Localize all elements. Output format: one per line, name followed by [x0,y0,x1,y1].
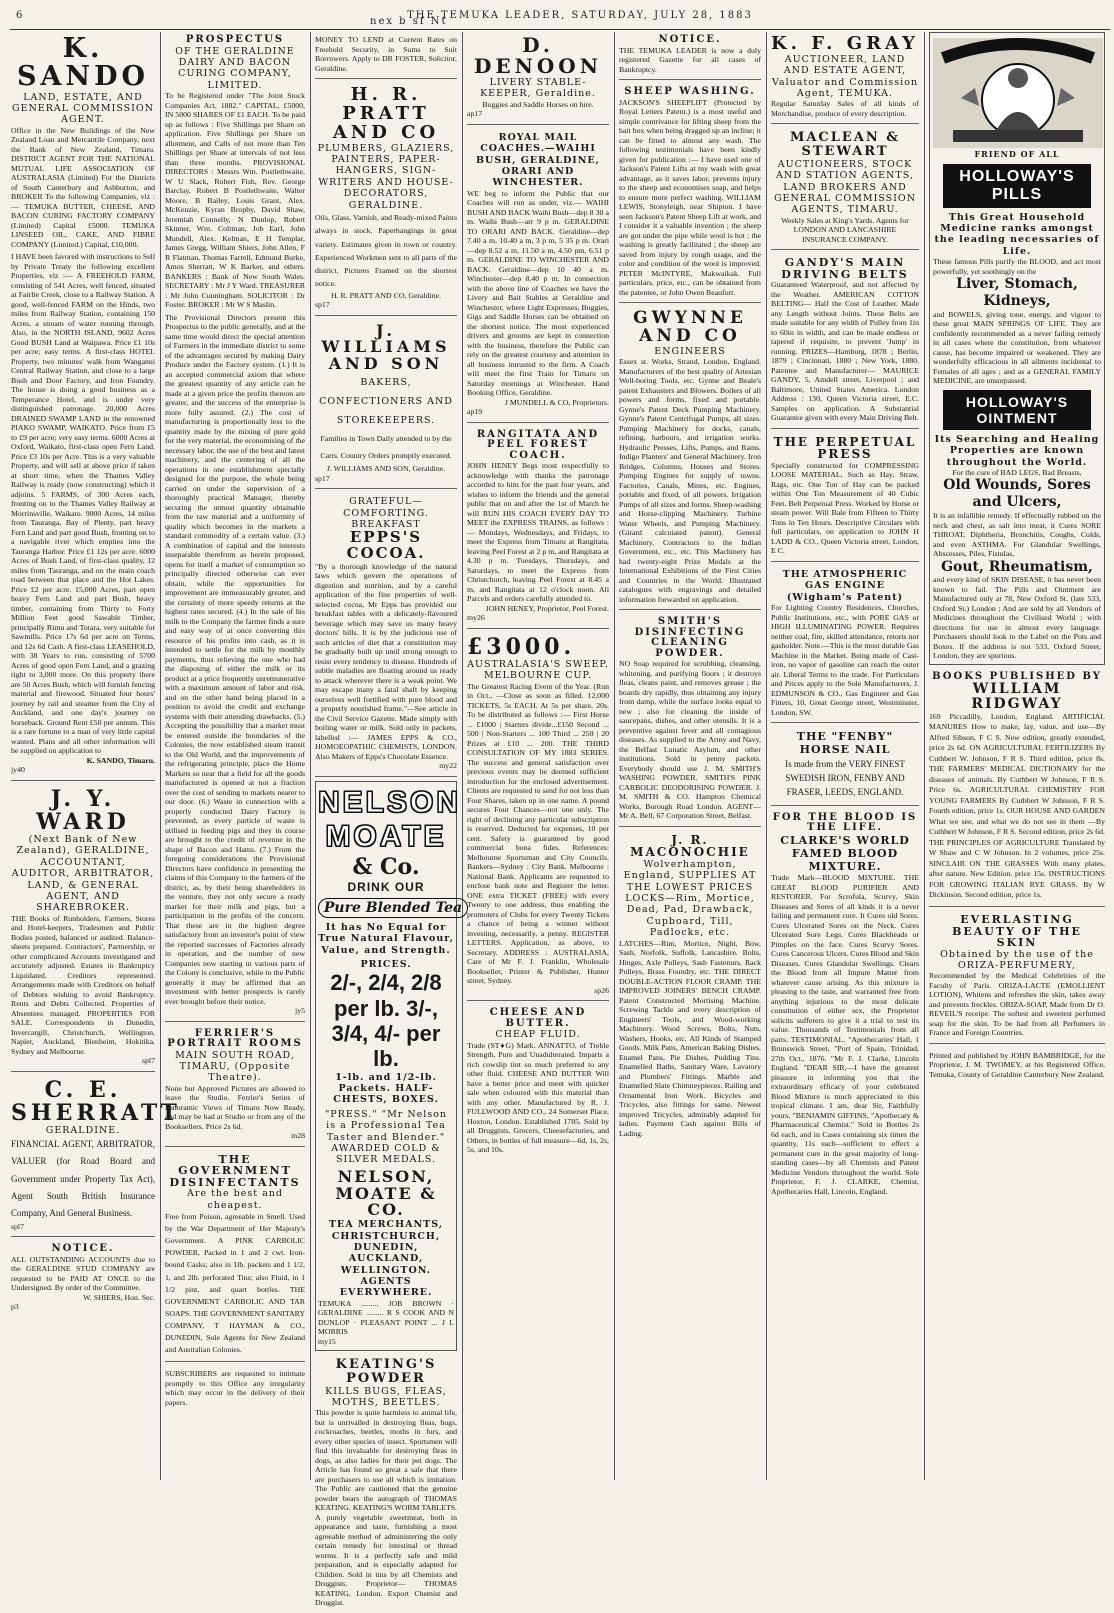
ad-body: Oils, Glass, Varnish, and Ready-mixed Paints always in stock. Paperhangings in great variety. Estimates given in town or country. Experienced Workmen sent to all parts of the district. Pictures Framed on the shortest notice. [315,213,457,289]
ad-heading: BOOKS PUBLISHED BY [932,670,1102,682]
ad-signature: H. R. PRATT AND CO, Geraldine. [330,290,442,300]
ad-heading: C. E. SHERRATT [11,1076,181,1126]
holloways-ointment-banner: HOLLOWAY'S OINTMENT [943,390,1091,430]
prices-label: PRICES. [360,959,412,971]
ad-heading: KEATING'S POWDER [335,1357,437,1386]
ad-nelson-moate [315,781,463,1352]
ad-subheading: BAKERS, CONFECTIONERS AND STOREKEEPERS. [319,376,453,426]
ad-ferrier [165,1026,305,1147]
ad-heading: EPPS'S COCOA. [346,528,426,563]
masthead-title: THE TEMUKA LEADER, SATURDAY, JULY 28, 1883 [407,10,753,21]
ad-subheading: AUCTIONEER, LAND AND ESTATE AGENT, Valuator and Commission Agent, TEMUKA. [771,53,919,100]
ad-drink-our: DRINK OUR [347,879,425,894]
disease-line: Liver, Stomach, Kidneys, [956,276,1078,309]
ad-subheading: KILLS BUGS, FLEAS, MOTHS, BEETLES. [325,1385,447,1409]
ad-body-2: and BOWELS, giving tone, energy, and vigour to these great MAIN SPRINGS OF LIFE. They are confidently recommended as a never failing remedy in all cases where the constitution, from whatever cause, has become impaired or weakened. They are wonderfully efficacious in all ailments incidental to Females of all ages ; and as a GENERAL FAMILY MEDICINE, are unsurpassed. [933,309,1101,386]
ad-heading: GANDY'S MAIN DRIVING BELTS [781,256,909,281]
ad-perpetual-press [771,433,919,562]
ad-notice [11,1241,155,1317]
ad-code: my22 [439,761,457,771]
ad-denoon [467,32,609,125]
ad-body: Trade Mark—BLOOD MIXTURE. THE GREAT BLOOD PURIFIER AND RESTORER. For Scrofula, Scurvy, Skin Diseases and Sores of all kinds it is a never failing and permanent cure. It Cures old Sores. Cures Ulcerated Sores on the Neck. Cures Ulcerated Sore Legs. Cures Blackheads or Pimples on the face. Cures Scurvy Sores. Cures Cancerous Ulcers. Cures Blood and Skin Diseases. Cures Glandular Swellings. Clears the Blood from all Impure Matter from whatever cause arising. As this mixture is pleasing to the taste, and warranted free from anything injurious to the most delicate constitution of either sex, the Proprietor solicits sufferers to give it a trial to test its value. Thousands of Testimonials from all parts. TESTIMONIAL. "Apothecaries' Hall, 1 Brunswick Street, "Port of Spain, Trinidad, 27th Oct., 1876. "Mr F. J. Clarke, Lincoln England. "DEAR SIR,—I have the greatest pleasure in informing you that the extraordinary efficacy of your celebrated Blood Mixture is much appreciated in this tropical climate. I am, dear Sir, Faithfully yours, "BENJAMIN GIFFINS, "Apothecary & Pharmaceutical Chemist." Sold in Bottles 2s 6d each, and in Cases containing six times the quantity, 11s each—sufficient to effect a permanent cure in the great majority of long-standing cases—by all Chemists and Patent Medicine Vendors throughout the world. Sole Proprietor, F. J. CLARKE, Chemist, Apothecaries Hall, Lincoln, England. [771,873,919,1196]
ad-body: MONEY TO LEND at Current Rates on Freehold Security, in Sums to Suit Borrowers. Apply to DR FOSTER, Solicitor, Geraldine. [315,35,457,73]
ad-subheading: CHEAP FLUID. [495,1029,581,1041]
ad-body: THE Books of Runholders, Farmers, Stores and Hotel-keepers, Tradesmen and Public Bodies posted, balanced or audited. Balance-sheets prepared. Contractors', Partnership, or other complicated Accounts investigated and accurately adjusted. Estates in Bankruptcy Liquidated. Creditors represented. Arrangements made with Creditors on behalf of Debtors wishing to avoid Bankruptcy. Rents and Debts Collected. Properties of Absentees managed. PROPERTIES FOR SALE. Correspondents in Dunedin, Invercargill, Christchurch, Wellington, Napier, Auckland, Blenheim, Hokitika, Sydney and Melbourne. [11,913,155,1056]
ad-fenby-horse-nail [771,727,919,806]
ad-heading: CHEESE AND BUTTER. [489,1007,587,1029]
ad-code: sp26 [594,985,609,995]
ad-epps-cocoa [315,493,457,777]
ad-body: Essex st. Works, Strand, London, England. Manufacturers of the best quality of Artesian Well-boring Tools, etc. Gynne and Beale's patent Exhausters and Blowers. Boilers of all powers and forms, fixed and portable. Gynne's Patent Deck Pumping Machinery. Gynne's Patent Centrifugal Pumps, all sizes. Pumping Machinery for docks, canals, refining, harbours, and irrigation works. Hydraulic Presses, Lifts, Pumps, and Rams. Indigo Planters' and General Machinery. Iron Bridges, Columns, Houses and Stores. Pumping Engines for supply of towns. Factories, Canals, Mines, etc. Engines, portable and fixed, of all powers. Irrigation Pumps of all sizes and forms. Sheep-washing and Horse-clipping Machinery. Turbine Water Wheels, and Pumping Machinery. (Girard calcuiated patent). General Machinery. Contractors to the Indian Government, etc., etc. This Machinery has had twenty-eight Prize Medals at the International Exhibitions of the First Cities and Countries in the World. Illustrated catalogues with engravings and detailed information forwarded on application. [619,357,761,604]
column-7 [924,32,1110,1480]
ad-agents: TEMUKA ......... JOB BROWN · GERALDINE ......... R S COOK AND N DUNLOP · PLEASANT POINT ... J L MORRIS [318,1298,454,1337]
column-2 [160,32,310,1480]
ad-code: spl7 [11,1221,24,1231]
ad-body: Office in the New Buildings of the New Zealand Loan and Mercantile Company, next the Bank of New Zealand, Timaru. DISTRICT AGENT FOR THE NATIONAL MUTUAL LIFE ASSOCIATION OF AUSTRALASIA (Limited) For the Districts of South Canterbury and Ashburton, and BROKER To the following Companies, viz :— TEMUKA BUTTER, CHEESE, AND BACON CURING FACTORY COMPANY (Limited) Capital £5000. TEMUKA LINSEED OIL, CAKE, AND FIBRE COMPANY (Limited.) Capital, £10,000. [11,125,155,249]
ad-heading: SMITH'S DISINFECTING CLEANING POWDER. [634,616,746,659]
ad-tagline: It has No Equal for True Natural Flavour, Value, and Strength. [318,921,454,956]
column-5 [614,32,766,1480]
ad-clarke-blood-mixture [771,810,919,1202]
ad-body: These famous Pills purify the BLOOD, and act most powerfully, yet soothingly on the [933,257,1101,276]
ad-body: SUBSCRIBERS are requested to intimate promptly to this Office any irregularity which may occur in the delivery of their papers. [165,1369,305,1407]
ad-subheading: GRATEFUL—COMFORTING. BREAKFAST [343,496,429,530]
ad-code: ap19 [467,407,483,417]
ad-body: Families in Town Daily attended to by the Carts. Country Orders promptly executed. [320,433,452,461]
ad-maconochie [619,831,761,1143]
ad-subheading: ENGINEERS [654,345,726,357]
ad-code: jy5 [295,1006,305,1016]
ad-heading: NOTICE. [51,1243,115,1255]
ad-heading: THE PERPETUAL PRESS [773,434,917,462]
ad-kf-gray [771,32,919,124]
ad-body: Specially constructed for COMPRESSING LOOSE MATERIAL, Such as Hay, Straw, Rags, etc. One Ton of Hay can be packed within One Ton Measurement of 40 Cubic Feet. Belt Perpetual Press. Worked by Horse or steam power. Will Bale from Fifteen to Thirty Tons in Ten Hours. Descriptive Circulars with full particulars, on application to JOHN H LADD & CO., Queen Victoria street, London, E C. [771,460,919,556]
ad-body-5: and every kind of SKIN DISEASE, it has never been known to fail. The Pills and Ointment are Manufactured only at 78, New Oxford St. (late 533, Oxford St.) London ; And are sold by all Vendors of Medicines throughout the Civilised World ; with directions for use in almost every language. Purchasers should look to the Label on the Pots and Boxes. If the address is not 533, Oxford Street, London, they are spurious. [933,575,1101,661]
disease-line-2: Old Wounds, Sores and Ulcers, [943,477,1091,511]
ad-subheading: THE ATMOSPHERIC GAS ENGINE (Wigham's Patent) [782,568,908,603]
ad-body: WE beg to inform the Public that our Coaches will run as under, viz.— WAIHI BUSH AND BACK Waihi Bush—dep 8 30 a m. Waihi Bush—arr 9 p m. GERALDINE TO ORARI AND BACK. Geraldine—dep 7.40 a m, 10.40 a m, 3 p m, 5 35 p m. Orari—dep 8.52 a m, 11.50 a m, 4.50 pm, 6.51 p m. GERALDINE TO WINCHESTER AND BACK. Geraldine—dep 10 40 a m. Winchester—dep 8.40 p m. In connection with the above line of Coaches we have the Livery and Bait Stables at Geraldine and Winchester, where Light Expresses, Buggies, Gigs and Saddle Horses can be obtained on the shortest notice. The most experienced drivers and grooms are kept in connection with the business, therefore the Public can rely on the greatest courtesy and attention in all business intrusted to the firm. A Coach will meet the first Train for Timaru on Saturday mornings at Winchester. Hand Booking Office, Geraldine. [467,188,609,398]
ad-body: For Lighting Country Residences, Churches, Public Institutions, etc., with PORE GAS or HIGH ILLUMINATING POWER. Requires neither coal, fire, skilled attendance, retorts nor gasholder. Note.—This is the most durable Gas Machine in the Market. Being made of Cast-iron, no vapor of gasoline can reach the outer air. Liberal Terms to the trade. For Particulars and Prices apply to the Sole Manufacturers, J. EDMUNSON & CO., Gas Engineer and Gas Fitters, 10, Great George street, Westminster, London, SW. [771,603,919,717]
ad-heading: PROSPECTUS [185,34,285,45]
ad-prospectus [165,32,305,1022]
ad-rangitata-coach [467,427,609,629]
ad-atmospheric-gas-engine [771,566,919,723]
imprint [929,1048,1105,1085]
ad-code: sp17 [315,473,330,483]
ad-cheese-butter [467,1005,609,1159]
ad-subheading: OF THE GERALDINE DAIRY AND BACON CURING COMPANY, LIMITED. [175,45,295,91]
ad-body-3: For the cure of BAD LEGS, Bad Breasts, [952,467,1082,477]
ad-subheading: Wolverhampton, England, SUPPLIES AT THE LOWEST PRICES LOCKS—Rim, Mortice, Dead, Pad, Drawback, Cupboard, Till, Padlocks, etc. [623,858,757,939]
ad-subscribers [165,1366,305,1412]
holloway-emblem-icon [933,38,1103,148]
ad-subheading: PLUMBERS, GLAZIERS, PAINTERS, PAPER-HANGERS, SIGN-WRITERS AND HOUSE-DECORATORS, GERALDINE. [317,142,455,211]
ad-body: JACKSON'S SHEEPLIFT (Protected by Royal Letters Patent.) is a most useful and simple contrivance for lifting sheep from the bait box when being dragged up an incline; it can be fitted to almost any wash. The following testimonials have been kindly given for publication :— I have used one of Jackson's Patent Lifts at my wash with great advantage, as it saves labor, prevents injury to the sheep and economises soap, and helps to ensure more perfect washing. WILLIAM LEWIS, Stonyleigh, near Shipton. I have seen Jackson's Patent Sheep Lift at work, and I consider it a valuable invention ; the sheep are got under the pipe while wool is hot ; the washing is greatly facilitated ; the sheep are saved from injury by rough usage, and the color and condition of the wool is improved. PETER McINTYRE, Makwaikak. Full particulars, price, etc., can be obtained from the patentee, or John Owen Beaufort. [619,97,761,297]
ad-maclean-stewart [771,128,919,250]
column-3 [310,32,463,1608]
ad-signature: W. SHIERS, Hon. Sec. [83,1292,155,1302]
tea-prices: 2/-, 2/4, 2/8 per lb. 3/-, 3/4, 4/- per lb. [330,970,442,1072]
ad-pratt [315,83,457,316]
ad-code: my15 [318,1336,336,1346]
ad-code: spl7 [142,1056,155,1066]
ad-body: This powder is quite harmless to animal life, but is unrivalled in destroying fleas, bugs, cockroaches, beetles, moths in furs, and every other species of insect. Sportsmen will find this invaluable for destroying fleas in dogs, as also ladies for their pet dogs. The Article has found so great a sale that there are purchasers to use all which is imitation. The Public are cautioned that the genuine powder bears the autograph of THOMAS KEATING. KEATING'S WORM TABLETS. A purely vegetable sweetmeat, both in appearance and taste, furnishing a most agreeable method of administering the only certain remedy for intestinal or thread worms. It is a perfectly safe and mild preparation, and is especially adapted for Children. Sold in tins by all Chemists and Druggists. Proprietor— THOMAS KEATING, London. Export Chemist and Druggist. [315,1408,457,1608]
ad-k-sando [11,32,155,781]
ad-body-properties: I HAVE been favored with instructions to Sell by Private Treaty the following excellent Properties, viz :— A FREEHOLD FARM, consisting of 541 Acres, well fenced, situated at Fairlie Creek, close to a Railway Station. A good, well-fenced FARM on the Hinds, two miles from Railway Station, containing 150 Acres, a stream of water running through. Also, in the NORTH ISLAND, 9602 Acres Good BUSH Land at Waipawa. Price £1 10s per acre; easy terms. A first-class HOTEL Property, two minutes' walk from Wanganui Central Railway Station, and close to a large Bush and Door Factory, and Iron Foundry. The house is doing a good business as a Temperance Hotel, and is under very distinguished patronage. 20,000 Acres DRAINED SWAMP LAND in the renowned PIAKO SWAMP, WAIKATO. Price from £5 to £9 per acre; very easy terms. 6000 Acres at Oxford, Waikato, first-class open Fern Land. Price £3 10s per Acre. This is a very valuable Property, and will sell at above price if taken at short time, when the Thames Valley Railway is ready (now constructing) which it adjoins. 5 FARMS, of 300 Acres each, fronting on to the Thames Valley Railway at Morrinsville, Waikato. 9000 Acres, 14 miles from Tauranga, Bay of Plenty, part heavy Fern Land and part good Bush, fronting on to a navigable river which empties into the Tauranga Harbor. Price £1 12s per acre. 6000 Acres of Bush Land, of first-class quality, 12 miles from Tauranga, and on the main coach road between that place and the Hot Lakes. Price £2 per acre. 15,000 Acres, part open heavy Fern Land and part Bush, heavy timber, containing from Thirty to Forty Million Feet good Sawable Timber, principally Rimu and Totara, very suitable for Sawmills. Price 17s 6d per acre on Terms, and 12s 6d Cash. A first-class LEASEHOLD, with 38 Years to run, consisting of 5700 Acres of good open Fern Land, and a grazing right to 3,000 more. On this property there are 50 Acres Bush, which will furnish fencing material and firewood. Situated four hours' journey by rail and steamer from the City of Auckland, and one day's journey on horseback. Ground Rent £50 per annum. This is a rare fortune to a man of very little capital wanted. Plans and all other information will be supplied on application to [11,252,155,756]
ad-heading: FERRIER'S PORTRAIT ROOMS [167,1027,303,1050]
ad-code: m28 [291,1131,305,1141]
ad-body: Recommended by the Medical Celebrities of the Faculty of Paris. ORIZA-LACTE (EMOLLIENT LOTION), Whitens and refreshes the skin, takes away and prevents freckles. ORIZA-SOAP, Made from Dr O. REVEIL'S receipe. The softest and sweetest perfumed soap for the skin. To be had from all Perfumers in France and Foreign Countries. [929,971,1105,1038]
ad-body: NO Soap required for scrubbing, cleansing, whitening, and purifying floors ; it destroys fleas, cleans paint, and removes grease ; the boards dry rapidly, thus obtaining any injury from damp, while the surface looks equal to new ; also for cleaning the inside of saucepans, dishes, and other utensils. It is a preventive against fever and all contagious diseases. As supplied to the Army and Navy, the Belfast Lunatic Asylum, and other institutions. Sold in penny packets. Everybody should use J. M. SMITH'S WASHING POWDER. SMITH'S PINK CARBOLIC DEODORISING POWDER. J. M. SMITH & CO. Hampton Chemical Works, Borough Road London. AGENT—Mr A. Bell, 67 Corporation Street, Belfast. [619,659,761,821]
ad-heading: FOR THE BLOOD IS THE LIFE. [772,811,918,834]
packaging: 1-lb. and 1/2-lb. Packets. HALF-CHESTS, BOXES. [333,1071,439,1106]
ad-notice-temuka-leader [619,32,761,80]
ad-signature: K. SANDO, Timaru. [86,755,155,765]
ad-subheading: Obtained by the use of the ORIZA-PERFUMERY, [940,948,1094,971]
ad-body: JOHN HENEY Begs most respectfully to acknowledge with thanks the patronage accorded to him for the past four years, and wishes to inform the friends and the general public that on and after the 1st of March he will RUN HIS COACH EVERY DAY TO MEET the EXPRESS TRAINS, as follows :— Mondays, Wednesdays, and Fridays, to meet the Express from Timaru at Rangitata, leaving Peel Forest at 2 p m, and Rangitata at 4.30 p m. Tuesdays, Thursdays, and Saturdays, to meet the Express from Christchurch, leaving Peel Forest at 8.45 a m, and Rangitata at 12 o'clock noon. All Parcels and orders carefully attended to. [467,461,609,604]
ad-heading: J. R. MACONOCHIE [630,832,750,860]
ad-body-prospectus: The Provisional Directors present this Prospectus to the public generally, and at the same time would direct the special attention of Farmers in the immediate district to some of the advantages secured by making Dairy Produce under the Factory system. (1.) It is an accepted commercial axiom that where the greatest quantity of any article can be made at a given price the profits thereon are greater, and the success of the enterprise is more fully assured. (2.) The cost of manufacturing is proportionally less to the quantity made by the mixing of pure gold for the very material, the economising of the necessary labor, the use of the best and latest machinery, and the centering of all the operations in one establishment specially designed for the purpose, the whole being carried on under the supervision of a thoroughly practical Manager, thereby securing the utmost quantity obtainable from the raw material and a uniformity of quality which becomes in the markets a standard commodity of a certain value. (3.) A combination of capital and the interests inseparable therefrom as herein proposed, opens for itself a market of consumption so principally directed otherwise can ever obtain, while the opportunities for improvement are immeasurably greater, and the certainty of more speedy returns at the highest rates secured. (4.) In the sale of his milk to the Company the farmer finds a sure and easy way of at once converting this resource of his profits into cash, as it is intended to settle for the milk by monthly payments, thus relieving the one who had the disposing of either the milk or its product at a price frequently unremunerative with a maximum amount of labor and risk, and on the other hand being placed in a position to avoid the credit and exchange systems with their attending drawbacks. (5.) Accepting the possibility that a market must be entered outside the boundaries of the Colonies, the now established steam transit to the Old World, and the improvements of the refrigerating principle, place the Home Markets so near that a field for all the goods manufactured is opened at not a fraction over the cost of sending to markets nearer to our door. (6.) Waste in connection with a properly conducted Dairy Factory is prevented, as every particle of waste is utilised in feeding pigs and they in course are brought to the credit of revenue in the shape of Bacon and Hams. (7.) From the foregoing considerations the Provisional Directors have confidence in presenting the claims of this Company to the farmers of the district, as, by their being shareholders in the venture, they not only secure a ready market for their milk and pigs, but a participation in the profits of the concern. That these are in the highest degree satisfactory from an investor's point of view the reported successes of Factories already in operation, and the number of new Companies now starting in various parts of the Colony is conclusive, while to the Public generally it may be affirmed that an investment with better prospects is rarely ever brought before their notice. [165,312,305,1006]
ad-body: Is made from the VERY FINEST SWEDISH IRON, FENBY AND FRASER, LEEDS, ENGLAND. [785,758,905,798]
ad-body: 169 Piccadilly, London, England. ARTIFICIAL MANURES How to make, lay, value, and use—By Alfred Sibson, F C S. New edition, greatly extended, price 2s 6d. ON AGRICULTURAL FERTILIZERS By Cuthbert W. Johnson, F R S. Third edition, price 8s. THE FARMERS' MEDICAL DICTIONARY for the diseases of animals. By Cuthbert W Johnson, F R S. Price 6s. AGRICULTURAL CHEMISTRY FOR YOUNG FARMERS By Cuthbert W Johnson, F R S. Fourth edition, price 1s. OUR HOUSE AND GARDEN What we see, and what we do not see in them —By Cuthbert W Johnson, F R S. Second edition, price 2s 6d. THE PRINCIPLES OF AGRICULTURE Translated by W Shaw and C W Johnson. In 2 volumes, price 25s. SINCLAIR ON THE GRASSES With many plates, after nature. New Edition. price 15s. INSTRUCTIONS FOR GROWING ITALIAN RYE GRASS. By W Dickinson. Second edition, price 1s. [929,711,1106,900]
brand-locations: TEA MERCHANTS, CHRISTCHURCH, DUNEDIN, AUCKLAND, WELLINGTON. AGENTS EVERYWHERE. [328,1219,444,1299]
ad-body: LATCHES—Rim, Mortice, Night, Bow, Sash, Norfolk, Suffolk, Lancashire. Bolts, Hinges, Axle Pulleys, Sash Fastenurs, Rack Pulleys, Brass Foundry, etc. THE DIRECT DOUBLE-ACTION FLOOR CRAMP. THE IMPROVED JOINERS' BENCH CRAMP. Patent Constructed Mortising Machine. Screwing Tackle and every description of Engineers' Tools, and Wood-working Machinery. Wood Screws, Bolts, Nuts, Washers, Hooks, etc. All Kinds of Stamped Goods. Milk Pans, American Baking Dishes, Enamel Pans, Pie Dishes, Pudding Tins. Enamelled Baths, Sanitary Ware, Lavatory and Plumbers' Fittings. Marble and Enamelled Slate Chimneypieces. Railing and Ornamental Iron Work. Bicycles and Tricycles, also fittings for same. Newest improved Tricycles, admirably adapted for ladies. Payment Cash against Bills of Lading. [619,938,761,1138]
ad-heading: NOTICE. [658,34,722,45]
ad-body: Trade (ST♦G) Mark. ANNATTO, of Treble Strength, Pure and Unadulterated. Imparts a rich cowslip tint so much preferred to any other fluid. CHEESE AND BUTTER Will have a better price and meet with quicker sale when coloured with this material than with any other. Manufactured by R. J. FULLWOOD AND CO., 24 Somerset Place, Hoxton, London. Established 1785. Sold by all Druggists, Grocers, Cheesefactories, and Others, in bottles of full measure—6d, 1s, 2s, 5s, and 10s. [467,1040,609,1154]
ad-heading: MACLEAN & STEWART [789,130,901,160]
ad-body: Weekly Sales at King's Yards. Agents for LONDON AND LANCASHIRE INSURANCE COMPANY. [781,215,909,244]
page-number: 6 [16,10,25,21]
ad-holloway [929,32,1105,665]
ad-jy-ward [11,785,155,1072]
ad-code: jy40 [11,765,25,775]
ad-smith-disinfecting [619,614,761,827]
ad-body: None but Approved Pictures are allowed to leave the Studio. Ferrier's Series of Panoramic Views of Timaru Now Ready, and may be had at Studio or from any of the Booksellers. Price 2s 6d. [165,1083,305,1131]
column-1 [6,32,181,1480]
ad-oriza [929,911,1105,1044]
ad-body: Guaranteed Waterproof, and not affected by the Weather. AMERICAN COTTON BELTING— Half the Cost of Leather. Made any Length without Joints. These Belts are made suitable for any width of Pulley from 1in to 60in in width, and can be made endless or tapered if requisite, to prevent 'Jump' in running. PRIZES—Hamburg, 1878 ; Berlin, 1879 ; Cincinnati, 1880 ; New York, 1880. Patentee and Manufacturer— MAURICE GANDY, 5, Amdell street, Liverpool ; and Baltimore, United States America. London Address : 130, Queen Victoria street, E.C. Samples on application. A Substantial Guarantee given with every Main Driving Belt. [771,280,919,423]
ad-government-disinfectants [165,1151,305,1362]
ad-body: Buggies and Saddle Horses on hire. [482,99,594,109]
ad-subheading: CLARKE'S WORLD FAMED BLOOD MIXTURE. [780,833,910,874]
ad-keatings [315,1355,457,1613]
ad-body: "By a thorough knowledge of the natural laws which govern the operations of digestion and nutrition, and by a careful application of the fine properties of well-selected cocoa, Mr Epps has provided our breakfast tables with a delicately-flavoured beverage which may save us many heavy doctors' bills. It is by the judicious use of such articles of diet that a constitution may be gradually built up until strong enough to resist every tendency to disease. Hundreds of subtle maladies are floating around us ready to attack wherever there is a weak point. We may escape many a fatal shaft by keeping ourselves well fortified with pure blood and a properly nourished frame."—See article in the Civil Service Gazette. Made simply with boiling water or milk. Sold only in packets, labelled :— JAMES EPPS & CO., HOMOEOPATHIC CHEMISTS, LONDON. Also Makers of Epps's Chocolate Essence. [315,561,457,761]
ad-williams [315,320,457,490]
ad-code: sp17 [315,300,330,310]
emblem-lettering: FRIEND OF ALL [974,149,1060,159]
ad-subheading: ROYAL MAIL COACHES.—WAIHI BUSH, GERALDINE, ORARI AND WINCHESTER. [476,131,600,189]
ad-subheading: Are the best and cheapest. [187,1188,283,1211]
ad-body: To be Registered under "The Joint Stock Companies Act, 1882." CAPITAL, £5000, IN 5000 SHARES OF £1 EACH. To be paid up as follows : Five Shillings per Share on application. Five Shillings per Share on allotment, and Calls of not more than Ten Shillings per Share at intervals of not less than three months. PROVISIONAL DIRECTORS : Messrs Wm. Postlethwaite, W U Slack, Robert Fish, Rev. George Barclay, Robert B Postlethwaite, Walter Moore, B Bailey, Louis Grant, Alex. McKenzie, Kyran Bropby, David Shaw, Jeremiah Connelly, N Dunlop, Robert Skinner, Wm. Coltman, Job Earl, John Mundell, Alex. Kelman, E H Templar, James Gregg, William Shiers, John Allen, F R Flatman, Thomas Farrell, Edmund Burke, Amos Sherratt, W K Barker, and others. BANKERS : Bank of New South Wales. SECRETARY : Mr J Y Ward. TREASURER : Mr John Cunningham. SOLICITOR : Dr Foster. BROKER : Mr W S Maslin. [165,91,305,310]
ad-subheading: (Next Bank of New Zealand), GERALDINE, ACCOUNTANT, AUDITOR, ARBITRATOR, LAND, & GENERAL AGENT, AND SHAREBROKER. [11,834,155,914]
ad-body: THE TEMUKA LEADER is now a duly registered Gazette for all cases of Bankruptcy. [619,45,761,74]
ad-subheading: LIVERY STABLE-KEEPER, Geraldine. [480,77,596,100]
ad-subheading: GERALDINE. [45,1124,121,1136]
ad-subheading: WILLIAM RIDGWAY [971,681,1063,712]
ad-tagline-2: Its Searching and Healing Properties are known throughout the World. [934,433,1100,468]
ad-heading: J. Y. WARD [36,785,130,835]
ad-heading: GWYNNE AND CO [633,308,747,346]
ad-body: ALL OUTSTANDING ACCOUNTS due to the GERALDINE STUD COMPANY are requested to be PAID AT ONCE to the Undersigned. By order of the Committee. [11,1254,155,1293]
column-6 [766,32,924,1480]
ad-code: p3 [11,1302,19,1312]
column-4 [462,32,614,1480]
ad-heading: J. WILLIAMS AND SON [321,320,451,374]
ad-code: my26 [467,613,485,623]
ad-heading: D. DENOON [474,33,602,78]
pure-blended-tea-badge: Pure Blended Tea [318,898,468,918]
ad-body: The Greatest Racing Event of the Year. (Run in Oct., —Close as soon as filled. 12,000 TICKETS, 5s EACH. At 5s per share, 20s. To be distributed as follows :— First Horse ... £1000 | Starters divide...£150 Second ... 500 | Non-Starters ... 100 Third ... 250 | 20 Prizes at £10 ... 200. THE THIRD CONSULTATION OF MY 1883 SERIES. The success and general satisfaction over previous events may be deemed sufficient introduction for the enclosed advertisement. Clients are requested to send for not less than Four Shares, taken up in one name. A pound secures Four Chances—not one only. The right of declining any particular subscription is reserved. Deducted for expenses, 10 per cent. Safety is guaranteed by good commercial bona fides. References: Melbourne Sportsman and City Councils. Bankers—Sydney : City Bank. Melbourne : National Bank. Applicants are requested to enclose bank note and Register the letter. ONE extra TICKET (FREE) with every Twenty to one address, thus enabling the promoters of Clubs for every Twenty Tickets a chance of being a winner without investing, necessarily, a penny. REGISTER LETTERS. Application, as above, to Secretary. ADDRESS : AUSTRALASIA, Care of Mr F. J. Franklin, Wholesale Bookseller, Printer & Publisher, Hunter street, Sydney. [467,681,609,986]
ad-heading: EVERLASTING BEAUTY OF THE SKIN [952,912,1082,950]
ad-tagline: This Great Household Medicine ranks amongst the leading necessaries of Life. [934,211,1100,257]
ad-signature: J MUNDELL & CO, Proprietors. [504,397,609,407]
ad-subheading: AUCTIONEERS, STOCK AND STATION AGENTS, LAND BROKERS AND GENERAL COMMISSION AGENTS, TIMARU. [773,158,917,216]
ad-body: Free from Poison, agreeable in Smell. Used by the War Department of Her Majesty's Government. A PINK CARBOLIC POWDER, Packed in 1 and 2 cwt. Iron-bound Casks; also in 1lb. packets and 1 1/2, 1, and 2lb. perforated Tins; also Fluid, in 1 1/2 pint, and quart bottles. THE GOVERNMENT CARBOLIC AND TAR SOAPS. THE GOVERNMENT SANITARY COMPANY, T HAYMAN & CO., DUNEDIN, Sole Agents for New Zealand and Australian Colonies. [165,1212,305,1355]
ad-subheading: LAND, ESTATE, AND GENERAL COMMISSION AGENT. [11,91,155,126]
ad-heading: K. F. GRAY [771,33,919,54]
ad-heading: RANGITATA AND PEEL FOREST COACH. [476,428,600,461]
ad-royal-mail-coaches [467,129,609,423]
ad-money-to-lend [315,32,457,79]
ad-heading: K. SANDO [16,33,150,93]
ad-heading: £3000. [467,633,576,660]
disease-line-3: Gout, Rheumatism, [941,558,1093,575]
ad-gwynne [619,307,761,610]
ad-heading: SHEEP WASHING. [624,86,756,97]
ad-subheading: MAIN SOUTH ROAD, TIMARU, (Opposite Theatre). [175,1049,295,1084]
ad-heading: H. R. PRATT AND CO [332,84,440,143]
masthead-fragment: nex b sf Nt [370,16,448,27]
press-quote: "PRESS." "Mr Nelson is a Professional Tea Taster and Blender." AWARDED COLD & SILVER MEDALS. [324,1108,448,1166]
ad-ce-sherratt [11,1076,181,1238]
ad-subheading: & Co. [352,853,420,880]
ad-signature: J. WILLIAMS AND SON, Geraldine. [326,464,446,474]
masthead [10,4,1110,30]
ad-body: Regular Saturday Sales of all kinds of Merchandise, produce of every description. [771,99,919,118]
ad-subheading: AUSTRALASIA'S SWEEP. MELBOURNE CUP. [467,658,609,682]
ad-sweep [467,633,609,1001]
ad-signature: JOHN HENEY, Proprietor, Peel Forest. [485,603,609,613]
ad-heading: THE GOVERNMENT DISINFECTANTS [169,1152,301,1189]
ad-heading: NELSON MOATE [318,785,462,853]
ad-ridgway-books [929,669,1105,907]
ad-code: ap17 [467,109,483,119]
holloways-pills-banner: HOLLOWAY'S PILLS [943,164,1091,208]
brand-name: NELSON, MOATE & CO. [335,1166,437,1220]
ad-subheading: THE "FENBY" HORSE NAIL [796,730,894,757]
ad-gandy-belts [771,254,919,429]
imprint-text: Printed and published by JOHN BAMBRIDGE, for the Proprietor, J. M. TWOMEY, at his Registered Office, Temuka, County of Geraldine Canterbury New Zealand. [929,1050,1105,1079]
ad-body-4: It is an infallible remedy. If effectually rubbed on the neck and chest, as salt into meat, it Cures SORE THROAT, Diphtheria, Bronchitis, Coughs, Colds, and even ASTHMA. For Glandular Swellings, Abscesses, Piles, Fistulas, [933,511,1101,559]
ad-body: FINANCIAL AGENT, ARBITRATOR, VALUER (for Road Board and Government under Property Tax Act), Agent South British Insurance Company, And General Business. [11,1139,155,1218]
ad-sheep-washing [619,84,761,303]
